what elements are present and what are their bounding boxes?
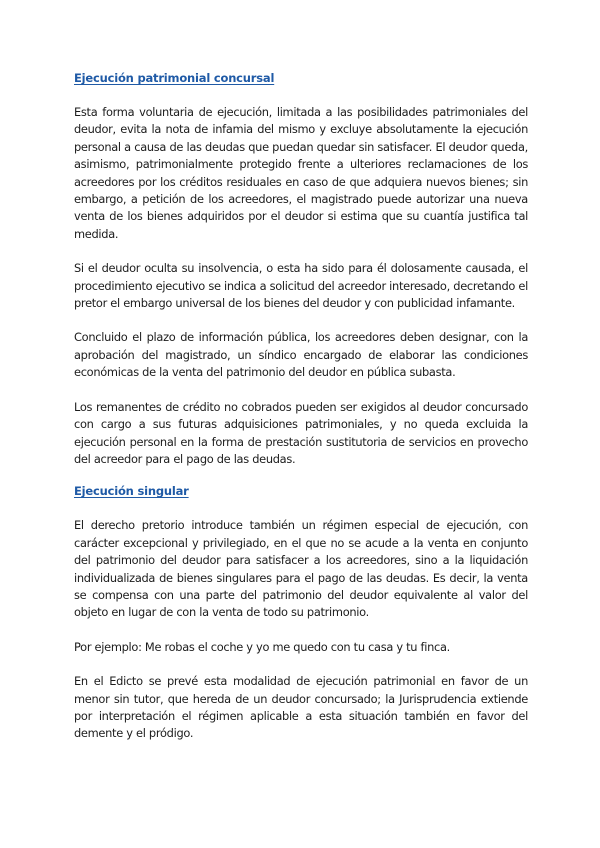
paragraph: Si el deudor oculta su insolvencia, o esta ha sido para él dolosamente causada, el procedimiento ejecutivo se indica a solicitud del acreedor interesado, decretando el pretor el embargo universal de los bienes del deudor y con publicidad infamante. [74,261,528,311]
section-heading-ejecucion-singular: Ejecución singular [74,484,189,499]
paragraph: Los remanentes de crédito no cobrados pueden ser exigidos al deudor concursado con cargo a sus futuras adquisiciones patrimoniales, y no queda excluida la ejecución personal en la forma de prestación sustitutoria de servicios en provecho del acreedor para el pago de las deudas. [74,399,528,466]
paragraph: En el Edicto se prevé esta modalidad de ejecución patrimonial en favor de un menor sin tutor, que hereda de un deudor concursado; la Jurisprudencia extiende por interpretación el régimen aplicable a esta situación también en favor del demente y el pródigo. [74,674,528,741]
document-page [74,70,528,760]
section-heading-ejecucion-patrimonial-concursal: Ejecución patrimonial concursal [74,71,275,85]
paragraph: Esta forma voluntaria de ejecución, limitada a las posibilidades patrimoniales del deudor, evita la nota de infamia del mismo y excluye absolutamente la ejecución personal a causa de las deudas que puedan quedar sin satisfacer. El deudor queda, asimismo, patrimonialmente protegido frente a ulteriores reclamaciones de los acreedores por los créditos residuales en caso de que adquiera nuevos bienes; sin embargo, a petición de los acreedores, el magistrado puede autorizar una nueva venta de los bienes adquiridos por el deudor si estima que su cuantía justifica tal medida. [74,105,528,241]
paragraph: Concluido el plazo de información pública, los acreedores deben designar, con la aprobación del magistrado, un síndico encargado de elaborar las condiciones económicas de la venta del patrimonio del deudor en pública subasta. [74,330,528,380]
paragraph: Por ejemplo: Me robas el coche y yo me quedo con tu casa y tu finca. [74,639,450,654]
paragraph: El derecho pretorio introduce también un régimen especial de ejecución, con carácter excepcional y privilegiado, en el que no se acude a la venta en conjunto del patrimonio del deudor para satisfacer a los acreedores, sino a la liquidación individualizada de bienes singulares para el pago de las deudas. Es decir, la venta se compensa con una parte del patrimonio del deudor equivalente al valor del objeto en lugar de con la venta de todo su patrimonio. [74,518,528,620]
